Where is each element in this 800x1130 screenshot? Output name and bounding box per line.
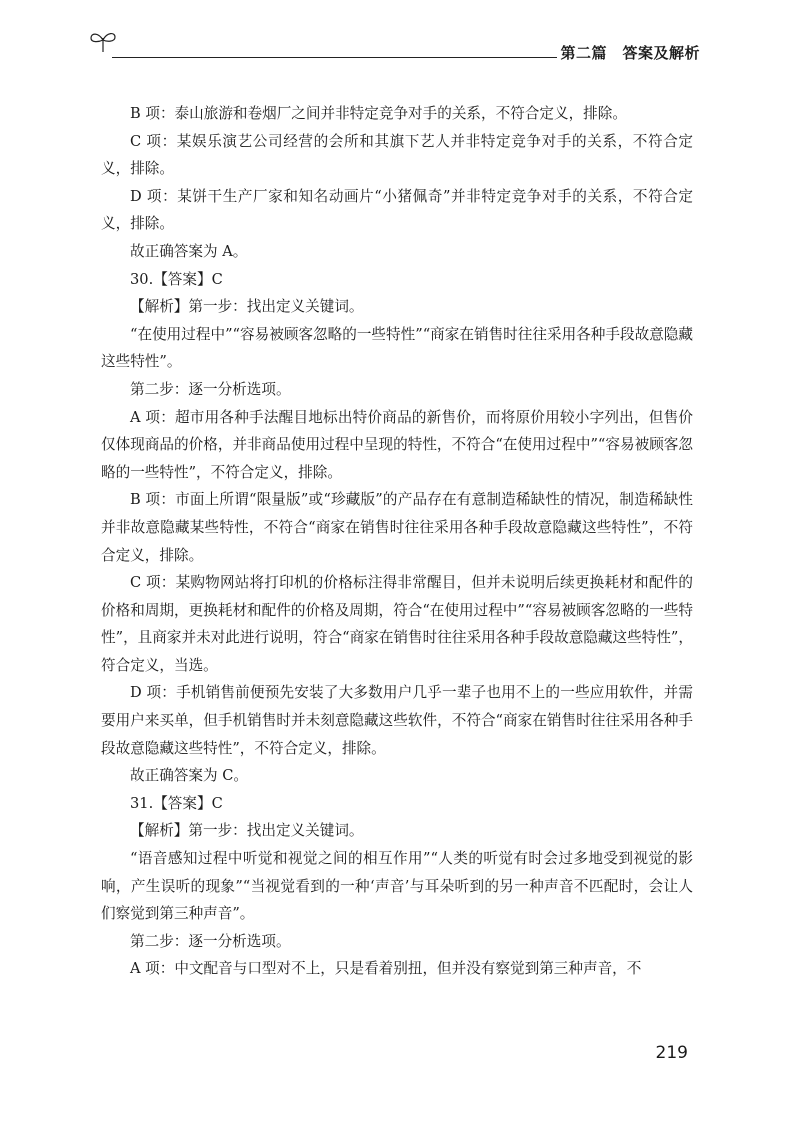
- option-a-31: A 项：中文配音与口型对不上，只是看着别扭，但并没有察觉到第三种声音，不: [130, 960, 642, 978]
- analysis-30-step1: 【解析】第一步：找出定义关键词。: [130, 298, 364, 316]
- option-d-30: D 项：手机销售前便预先安装了大多数用户几乎一辈子也用不上的一些应用软件，并需要用户来买单，但手机销售时并未刻意隐藏这些软件，不符合“商家在销售时往往采用各种手段故意隐藏这些特性”，不符合定义，排除。: [101, 684, 693, 757]
- answer-30: 30.【答案】C: [130, 270, 223, 288]
- analysis-31-step2: 第二步：逐一分析选项。: [130, 932, 291, 950]
- sprout-icon: [88, 28, 118, 54]
- analysis-30-step2: 第二步：逐一分析选项。: [130, 380, 291, 398]
- section-title: 第二篇 答案及解析: [560, 44, 700, 62]
- header-rule: [112, 57, 557, 58]
- option-b-paragraph: B 项：泰山旅游和卷烟厂之间并非特定竞争对手的关系，不符合定义，排除。: [130, 105, 627, 122]
- option-b-30: B 项：市面上所谓“限量版”或“珍藏版”的产品存在有意制造稀缺性的情况，制造稀缺性并非故意隐藏某些特性，不符合“商家在销售时往往采用各种手段故意隐藏这些特性”，不符合定义，排除。: [101, 491, 693, 564]
- conclusion-30: 故正确答案为 C。: [130, 767, 248, 785]
- option-c-paragraph: C 项：某娱乐演艺公司经营的会所和其旗下艺人并非特定竞争对手的关系，不符合定义，排除。: [101, 132, 693, 178]
- option-d-paragraph: D 项：某饼干生产厂家和知名动画片“小猪佩奇”并非特定竞争对手的关系，不符合定义，排除。: [101, 187, 693, 233]
- keywords-30: “在使用过程中”“容易被顾客忽略的一些特性”“商家在销售时往往采用各种手段故意隐藏这些特性”。: [101, 325, 693, 371]
- analysis-31-step1: 【解析】第一步：找出定义关键词。: [130, 822, 364, 840]
- keywords-31: “语音感知过程中听觉和视觉之间的相互作用”“人类的听觉有时会过多地受到视觉的影响，产生误听的现象”“当视觉看到的一种‘声音’与耳朵听到的另一种声音不匹配时，会让人们察觉到第三种声音”。: [101, 850, 693, 923]
- page-number: 219: [655, 1043, 688, 1063]
- answer-explanations: [101, 100, 693, 983]
- option-a-30: A 项：超市用各种手法醒目地标出特价商品的新售价，而将原价用较小字列出，但售价仅体现商品的价格，并非商品使用过程中呈现的特性，不符合“在使用过程中”“容易被顾客忽略的一些特性”，不符合定义，排除。: [101, 408, 693, 481]
- answer-31: 31.【答案】C: [130, 794, 223, 812]
- page-header: [88, 28, 700, 68]
- conclusion-29: 故正确答案为 A。: [130, 242, 248, 260]
- option-c-30: C 项：某购物网站将打印机的价格标注得非常醒目，但并未说明后续更换耗材和配件的价格和周期，更换耗材和配件的价格及周期，符合“在使用过程中”“容易被顾客忽略的一些特性”，且商家并未对此进行说明，符合“商家在销售时往往采用各种手段故意隐藏这些特性”，符合定义，当选。: [101, 574, 693, 674]
